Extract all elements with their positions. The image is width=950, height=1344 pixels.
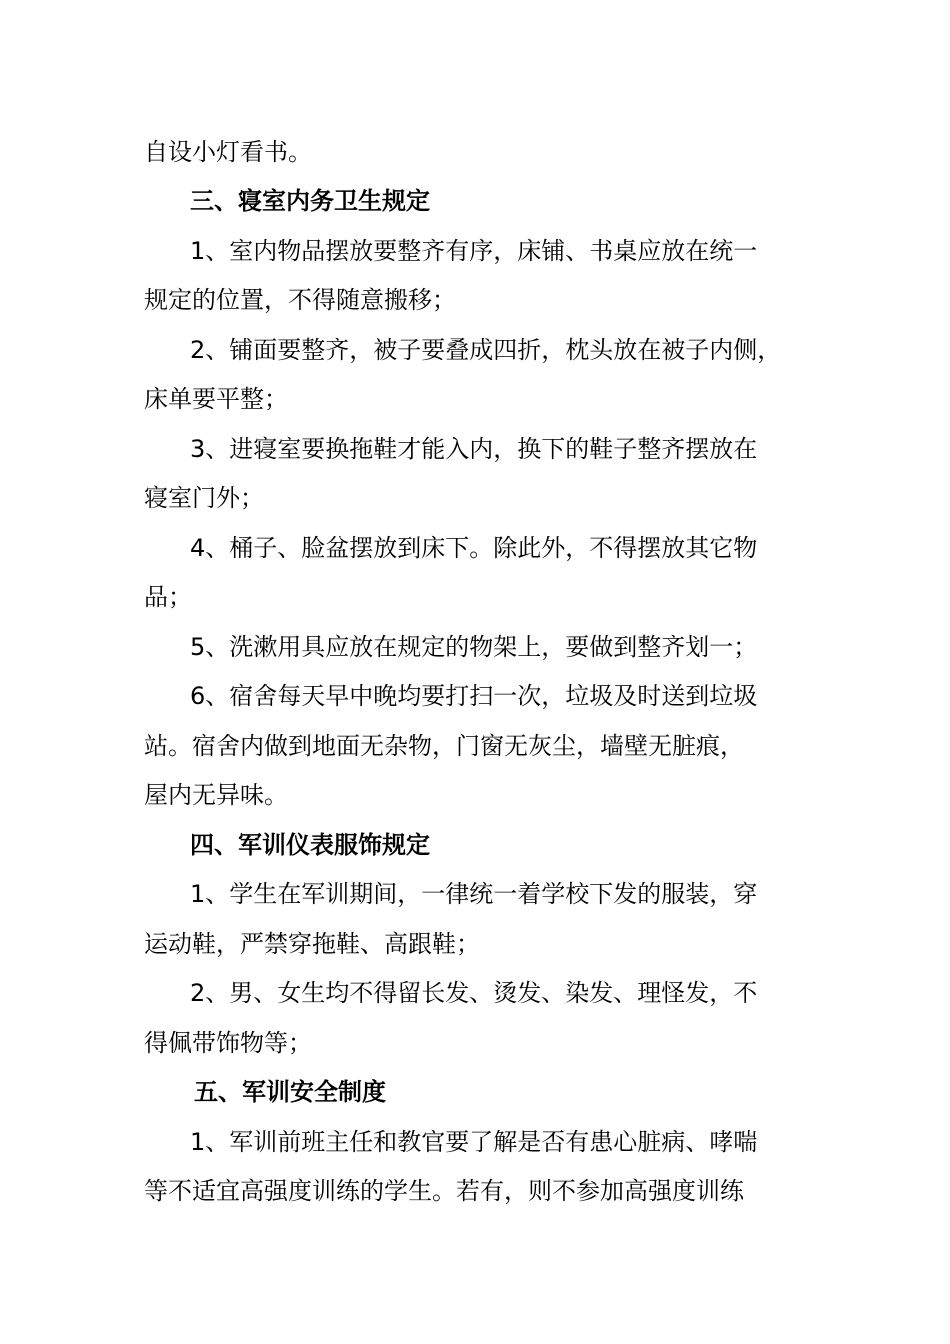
paragraph-line: 站。宿舍内做到地面无杂物，门窗无灰尘，墙壁无脏痕， <box>144 732 744 760</box>
paragraph-line: 2、男、女生均不得留长发、烫发、染发、理怪发，不 <box>190 979 758 1007</box>
paragraph-line: 3、进寝室要换拖鞋才能入内，换下的鞋子整齐摆放在 <box>190 435 758 463</box>
paragraph-line: 5、洗漱用具应放在规定的物架上，要做到整齐划一； <box>190 633 758 661</box>
paragraph-line: 6、宿舍每天早中晚均要打扫一次，垃圾及时送到垃圾 <box>190 682 758 710</box>
section-heading-4: 四、军训仪表服饰规定 <box>190 831 430 859</box>
section-heading-3: 三、寝室内务卫生规定 <box>190 187 430 215</box>
paragraph-line: 运动鞋，严禁穿拖鞋、高跟鞋； <box>144 930 480 958</box>
paragraph-line: 2、铺面要整齐，被子要叠成四折，枕头放在被子内侧， <box>190 336 782 364</box>
paragraph-line: 4、桶子、脸盆摆放到床下。除此外，不得摆放其它物 <box>190 534 758 562</box>
paragraph-line: 得佩带饰物等； <box>144 1029 312 1057</box>
paragraph-line: 1、军训前班主任和教官要了解是否有患心脏病、哮喘 <box>190 1128 758 1156</box>
paragraph-line: 1、学生在军训期间，一律统一着学校下发的服装，穿 <box>190 880 758 908</box>
paragraph-line: 规定的位置，不得随意搬移； <box>144 286 456 314</box>
paragraph-line: 品； <box>144 583 192 611</box>
paragraph-line: 床单要平整； <box>144 385 288 413</box>
paragraph-line: 屋内无异味。 <box>144 781 288 809</box>
paragraph-line: 等不适宜高强度训练的学生。若有，则不参加高强度训练 <box>144 1177 744 1205</box>
continuation-line: 自设小灯看书。 <box>144 138 312 166</box>
paragraph-line: 寝室门外； <box>144 484 264 512</box>
section-heading-5: 五、军训安全制度 <box>194 1078 386 1106</box>
paragraph-line: 1、室内物品摆放要整齐有序，床铺、书桌应放在统一 <box>190 237 758 265</box>
